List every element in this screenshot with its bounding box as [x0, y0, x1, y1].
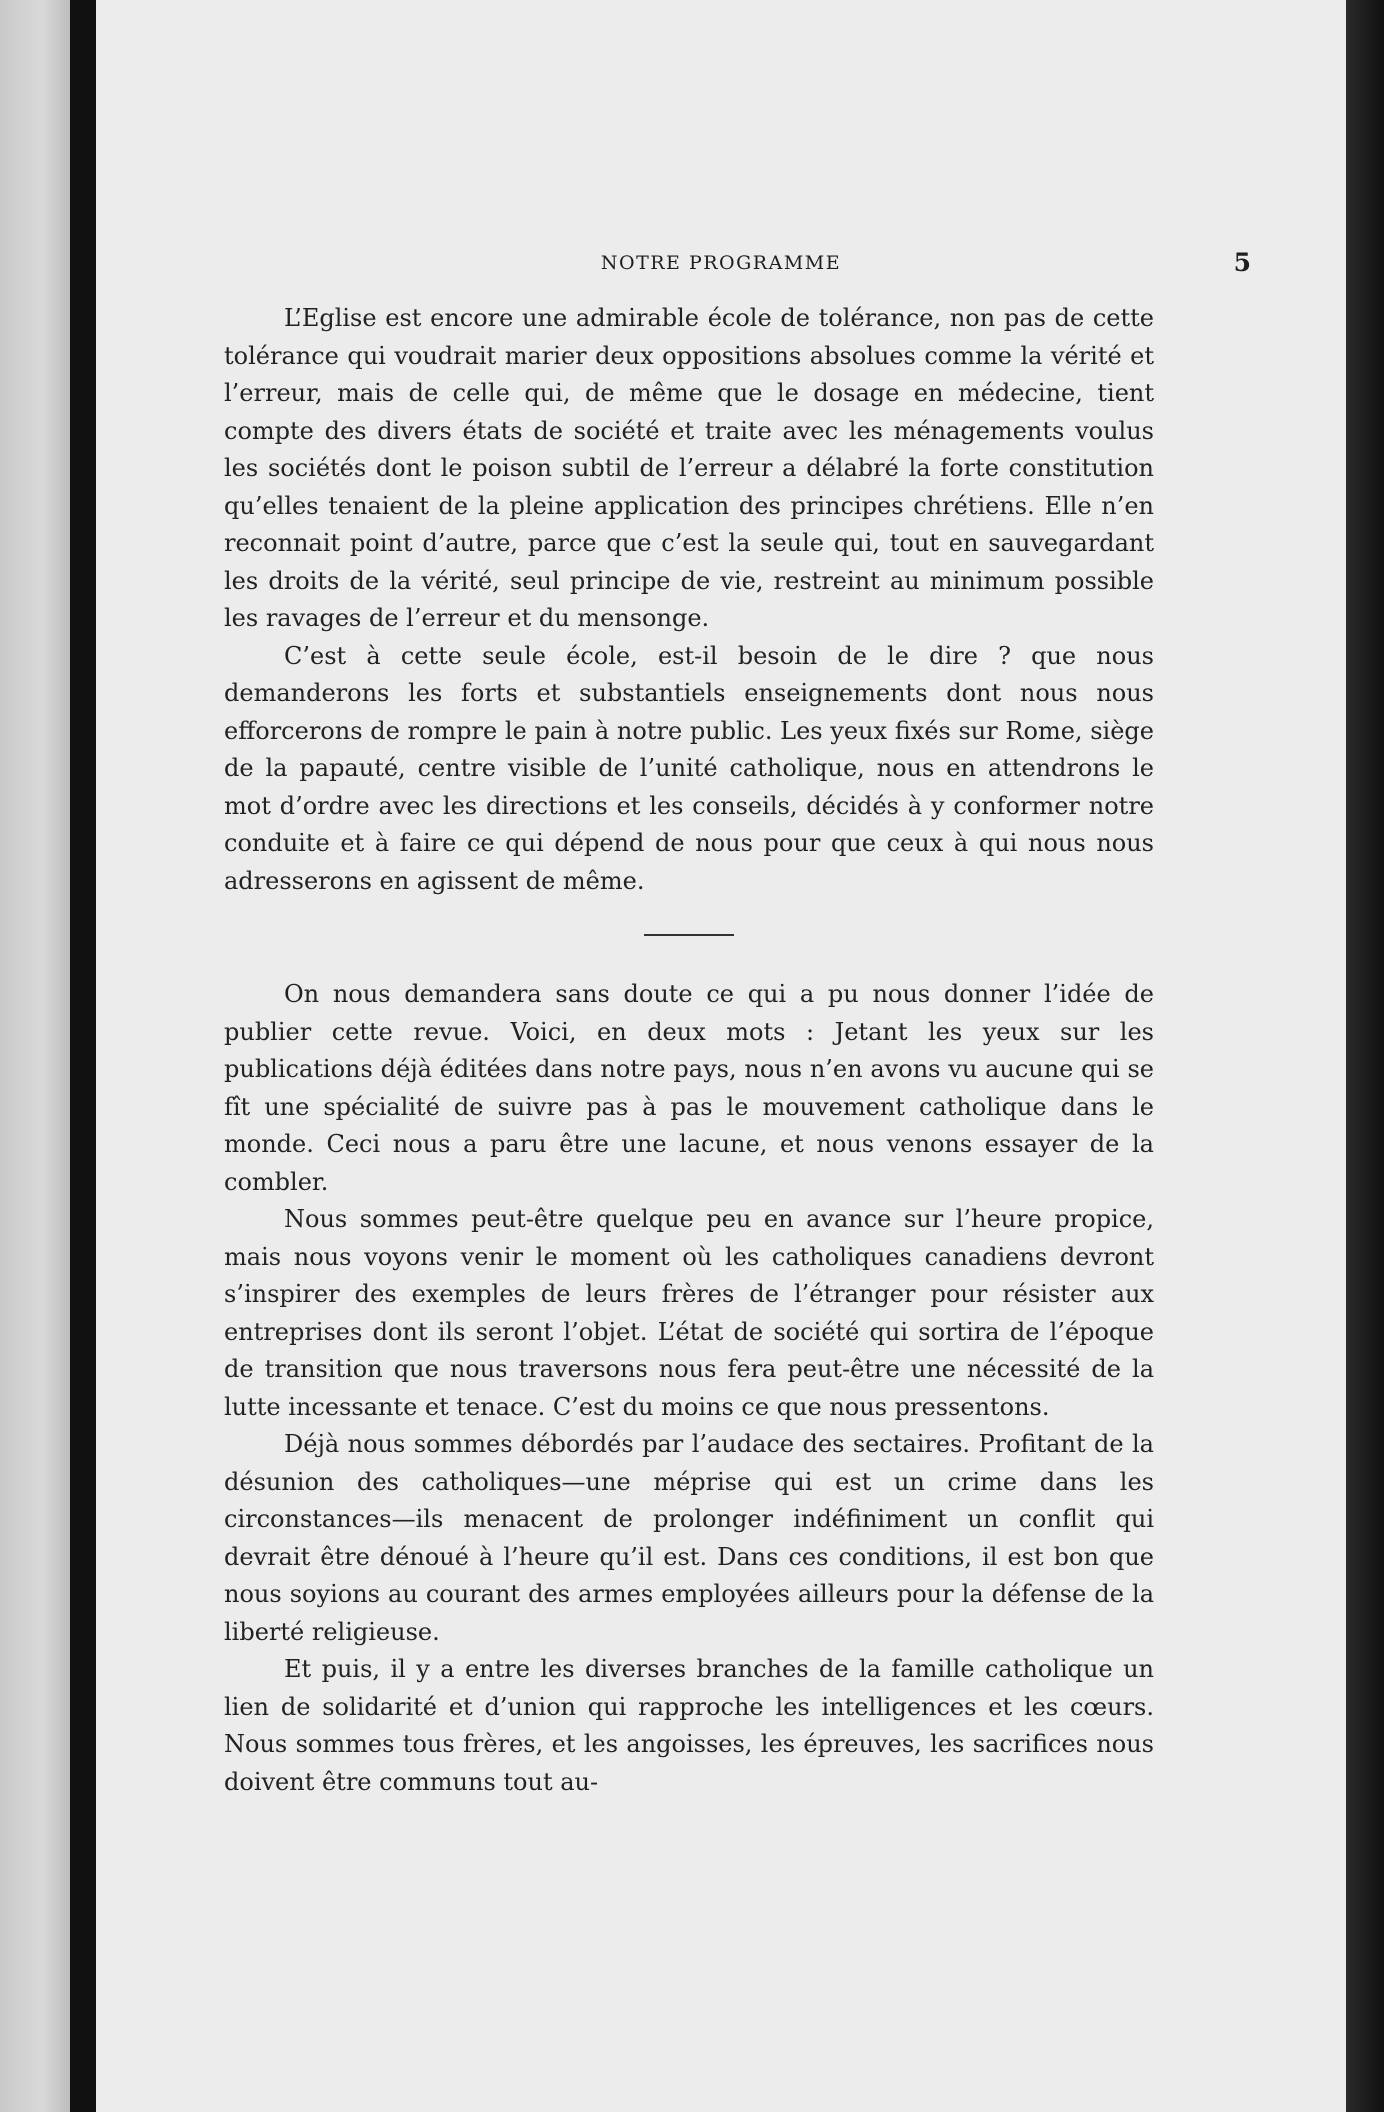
- page-number: 5: [1233, 248, 1251, 277]
- paragraph: Et puis, il y a entre les diverses branches de la famille catholique un lien de solidarité et d’union qui rapproche les intelligences et les cœurs. Nous sommes tous frères, et les angoisses, les épreuves, les sacrifices nous doivent être communs tout au-: [224, 1655, 1154, 1796]
- paragraph: Déjà nous sommes débordés par l’audace des sectaires. Profitant de la désunion des catholiques—une méprise qui est un crime dans les circonstances—ils menacent de prolonger indéfiniment un conflit qui devrait être dénoué à l’heure qu’il est. Dans ces conditions, il est bon que nous soyions au courant des armes employées ailleurs pour la défense de la liberté religieuse.: [224, 1430, 1154, 1646]
- running-head: NOTRE PROGRAMME: [600, 252, 842, 274]
- paragraph: On nous demandera sans doute ce qui a pu nous donner l’idée de publier cette revue. Voici, en deux mots : Jetant les yeux sur les publications déjà éditées dans notre pays, nous n’en avons vu aucune qui se fît une spécialité de suivre pas à pas le mouvement catholique dans le monde. Ceci nous a paru être une lacune, et nous venons essayer de la combler.: [224, 980, 1154, 1196]
- paragraph: C’est à cette seule école, est-il besoin de le dire ? que nous demanderons les forts et substantiels enseignements dont nous nous efforcerons de rompre le pain à notre public. Les yeux fixés sur Rome, siège de la papauté, centre visible de l’unité catholique, nous en attendrons le mot d’ordre avec les directions et les conseils, décidés à y conformer notre conduite et à faire ce qui dépend de nous pour que ceux à qui nous nous adresserons en agissent de même.: [224, 641, 1154, 895]
- adjacent-page-edge: [0, 0, 70, 2112]
- section-divider: [644, 934, 734, 936]
- book-gutter: [70, 0, 96, 2112]
- paragraph: L’Eglise est encore une admirable école de tolérance, non pas de cette tolérance qui voudrait marier deux oppositions absolues comme la vérité et l’erreur, mais de celle qui, de même que le dosage en médecine, tient compte des divers états de société et traite avec les ménagements voulus les sociétés dont le poison subtil de l’erreur a délabré la forte constitution qu’elles tenaient de la pleine application des principes chrétiens. Elle n’en reconnait point d’autre, parce que c’est la seule qui, tout en sauvegardant les droits de la vérité, seul principe de vie, restreint au minimum possible les ravages de l’erreur et du mensonge.: [224, 304, 1154, 632]
- book-page: [96, 0, 1346, 2112]
- paragraph: Nous sommes peut-être quelque peu en avance sur l’heure propice, mais nous voyons venir le moment où les catholiques canadiens devront s’inspirer des exemples de leurs frères de l’étranger pour résister aux entreprises dont ils seront l’objet. L’état de société qui sortira de l’époque de transition que nous traversons nous fera peut-être une nécessité de la lutte incessante et tenace. C’est du moins ce que nous pressentons.: [224, 1205, 1154, 1421]
- body-text: [224, 300, 1154, 1801]
- scan-background-edge: [1346, 0, 1384, 2112]
- page-header: [96, 248, 1346, 288]
